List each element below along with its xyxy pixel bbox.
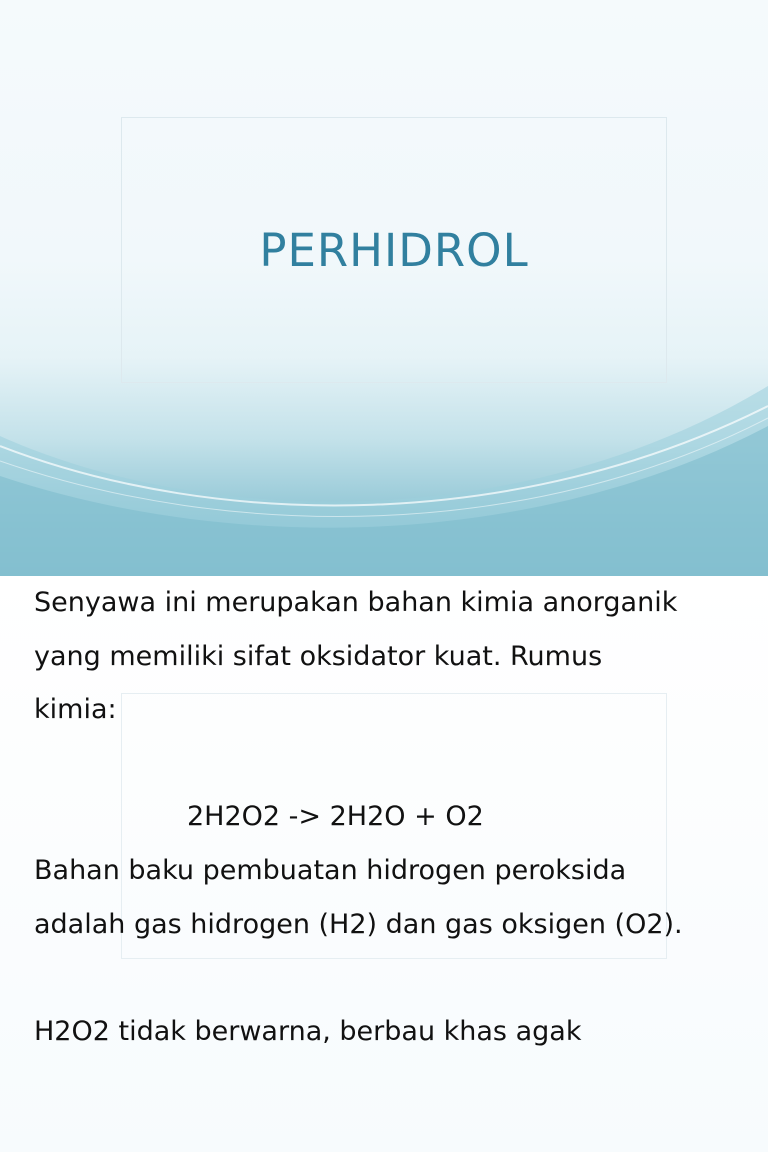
body-line-blank — [34, 951, 764, 1005]
body-line: H2O2 tidak berwarna, berbau khas agak — [34, 1015, 582, 1047]
body-line-blank — [34, 737, 764, 791]
body-line: yang memiliki sifat oksidator kuat. Rumus — [34, 640, 603, 672]
body-text — [34, 576, 764, 1058]
content-slide — [0, 576, 768, 1152]
body-line: kimia: — [34, 694, 117, 726]
chemical-equation: 2H2O2 -> 2H2O + O2 — [187, 801, 484, 833]
title-placeholder — [121, 117, 667, 383]
body-line: Bahan baku pembuatan hidrogen peroksida — [34, 854, 627, 886]
slide-title: PERHIDROL — [259, 223, 529, 277]
body-line: Senyawa ini merupakan bahan kimia anorganik — [34, 587, 678, 618]
body-line: adalah gas hidrogen (H2) dan gas oksigen (O2). — [34, 908, 683, 940]
